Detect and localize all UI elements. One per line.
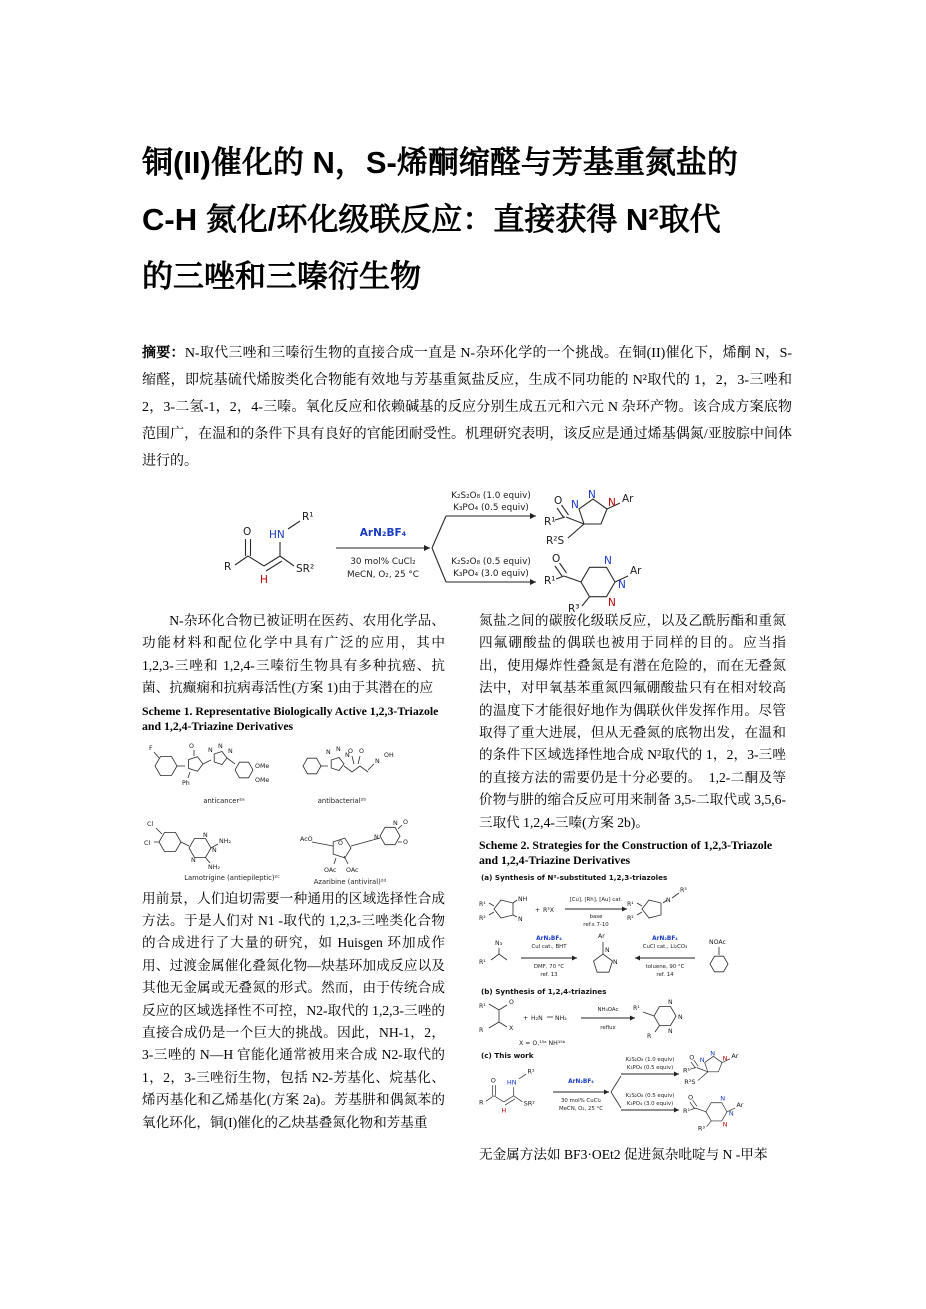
atom-label: N [668, 999, 673, 1007]
atom-label: N [375, 757, 380, 765]
substrate-structure [479, 1068, 535, 1115]
reagent-label: R³X [543, 907, 555, 915]
ring [579, 499, 607, 524]
reagent-label: 30 mol% CuCl₂ [350, 557, 416, 567]
reagent-label: [Cu], [Rh], [Au] cat. [569, 897, 623, 904]
atom-label: SR² [296, 563, 315, 575]
atom-label: F [149, 744, 153, 752]
atom-label: O [554, 495, 563, 507]
vinyl-azide-structure [479, 940, 507, 966]
reagent-label: MeCN, O₂, 25 °C [347, 570, 419, 580]
atom-label: O [509, 999, 514, 1007]
atom-label: HN [269, 529, 285, 541]
antibacterial-structure [303, 746, 394, 805]
atom-label: AcO [300, 835, 313, 843]
reagent-label: K₂S₂O₈ (1.0 equiv) [451, 491, 531, 501]
atom-label: R¹ [479, 959, 486, 967]
atom-label: SR² [523, 1099, 535, 1108]
atom-label: N [588, 489, 596, 501]
atom-label: O [552, 553, 561, 565]
reagent-label: MeCN, O₂, 25 °C [558, 1106, 604, 1113]
atom-label: N [678, 1014, 683, 1022]
structure-label: Lamotrigine (antiepileptic)²ᶜ [184, 873, 280, 882]
atom-label: Ar [731, 1052, 739, 1061]
nh-triazole-structure [479, 896, 528, 923]
abstract-text: N-取代三唑和三嗪衍生物的直接合成一直是 N-杂环化学的一个挑战。在铜(II)催化下，烯酮 N，S-缩醛，即烷基硫代烯胺类化合物能有效地与芳基重氮盐反应，生成不同功能的 N²取代的 1，2，3-三唑和 2，3-二氢-1，2，4-三嗪。氧化反应和依赖碱基的反应分别生成五元和六元 N 杂环产物。该合成方案底物范围广，在温和的条件下具有良好的官能团耐受性。机理研究表明，该反应是通过烯基偶氮/亚胺腙中间体进行的。 [142, 346, 793, 469]
atom-label: O [243, 526, 252, 538]
ring [705, 1056, 722, 1072]
scheme2-part-c-title: (c) This work [481, 1051, 534, 1061]
top-scheme-figure [218, 488, 710, 616]
atom-label: R¹ [479, 1003, 486, 1011]
reagent-label: K₃PO₄ (0.5 equiv) [453, 503, 529, 513]
dicarbonyl-structure [479, 999, 514, 1034]
reagent-label: ArN₂BF₄ [536, 936, 562, 943]
azaribine-structure [300, 819, 408, 886]
atom-label: N [618, 579, 626, 591]
bonds [489, 1004, 507, 1028]
title-line: 铜(II)催化的 N，S-烯酮缩醛与芳基重氮盐的 [142, 145, 738, 180]
atom-label: R¹ [302, 511, 314, 523]
reagent-label: DMF, 70 °C [533, 964, 565, 971]
atom-label: R³ [680, 887, 687, 895]
scheme2-figure [479, 870, 786, 1138]
reagent-label: CuCl cat., Li₂CO₃ [642, 944, 688, 951]
atom-label: OMe [255, 776, 270, 784]
atom-label: R [479, 1027, 484, 1035]
title-line: C-H 氮化/环化级联反应：直接获得 N²取代 [142, 202, 721, 237]
abstract-paragraph [142, 340, 792, 475]
ring [159, 832, 181, 851]
triazole-product-structure [544, 489, 634, 547]
reagent-label: K₃PO₄ (0.5 equiv) [626, 1065, 674, 1072]
bonds [637, 893, 679, 915]
plus-sign: + [535, 907, 541, 915]
atom-label: N [326, 748, 331, 756]
atom-label: NH₂ [555, 1015, 567, 1023]
triazole-product-structure [683, 1050, 739, 1087]
ring [331, 757, 344, 770]
atom-label: OAc [324, 866, 337, 874]
atom-label: NH [518, 896, 528, 904]
anticancer-structure [149, 743, 269, 805]
substrate-structure [224, 511, 314, 586]
atom-label: Cl [147, 820, 154, 828]
atom-label: Cl [144, 839, 151, 847]
abstract-label: 摘要： [142, 346, 185, 361]
ring [706, 1103, 727, 1121]
atom-label: OH [384, 751, 394, 759]
atom-label: N [605, 947, 610, 955]
atom-label: N [374, 833, 379, 841]
atom-label: X [509, 1025, 514, 1033]
plus-sign: + [523, 1015, 529, 1023]
atom-label: N [571, 499, 579, 511]
atom-label: O [490, 1076, 496, 1085]
right-column [479, 610, 786, 1166]
body-paragraph: N-杂环化合物已被证明在医药、农用化学品、功能材料和配位化学中具有广泛的应用，其中 1,2,3-三唑和 1,2,4-三嗪衍生物具有多种抗癌、抗菌、抗癫痫和抗病毒活性(方案 1)由于其潜在的应 [142, 613, 445, 696]
reagent-label: base [589, 914, 603, 921]
atom-label: N [722, 1054, 728, 1063]
ring [710, 956, 728, 972]
atom-label: N [608, 597, 616, 609]
reagent-label: K₃PO₄ (3.0 equiv) [626, 1101, 674, 1108]
body-paragraph: 氮盐之间的碳胺化级联反应，以及乙酰肟酯和重氮四氟硼酸盐的偶联也被用于同样的目的。应当指出，使用爆炸性叠氮是有潜在危险的，而在无叠氮法中，对甲氧基苯重氮四氟硼酸盐只有在相对较高的温度下才能很好地作为偶联伙伴发挥作用。尽管取得了重大进展，但从无叠氮的底物出发，在温和的条件下区域选择性地合成 N²取代的 1，2，3-三唑的直接方法的需要仍是十分必要的。 1,2-二酮及等价物与肼的缩合反应可用来制备 3,5-二取代或 3,5,6-三取代 1,2,4-三嗪(方案 2b)。 [479, 613, 786, 830]
scheme2-caption: Scheme 2. Strategies for the Construction of 1,2,3-Triazole and 1,2,4-Triazine Derivatives [479, 838, 773, 868]
reagent-label: K₂S₂O₈ (1.0 equiv) [625, 1057, 675, 1064]
atom-label: OMe [255, 762, 270, 770]
atom-label: O [338, 839, 343, 847]
atom-label: NOAc [709, 939, 726, 947]
structure-label: antibacterial²ᵇ [317, 796, 367, 805]
atom-label: N [228, 747, 233, 755]
scheme2-part-a-title: (a) Synthesis of N²-substituted 1,2,3-triazoles [481, 873, 668, 883]
atom-label: N [208, 746, 213, 754]
atom-label: H [501, 1106, 507, 1115]
atom-label: N [191, 856, 196, 864]
reagent-label: 30 mol% CuCl₂ [560, 1098, 602, 1105]
hydrazine-structure [531, 1015, 567, 1022]
atom-label: N [720, 1094, 726, 1103]
atom-label: N [666, 897, 671, 905]
atom-label: H₂N [531, 1015, 543, 1023]
scheme2-part-b-title: (b) Synthesis of 1,2,4-triazines [481, 987, 607, 997]
atom-label: N [710, 1049, 716, 1058]
atom-label: R [647, 1033, 652, 1041]
bonds [491, 948, 507, 960]
n-substituted-triazole-structure [627, 887, 687, 922]
paper-title [142, 134, 818, 305]
triazine-product-structure [633, 999, 683, 1040]
atom-label: R¹ [527, 1067, 535, 1076]
atom-label: R¹ [683, 1107, 691, 1116]
atom-label: N [212, 846, 217, 854]
structure-label: Azaribine (antiviral)²ᵈ [313, 877, 387, 886]
atom-label: O [348, 747, 353, 755]
reagent-label: ref. 13 [540, 972, 558, 979]
atom-label: N [518, 916, 523, 924]
branch-lines [432, 516, 446, 582]
ring [155, 756, 177, 775]
reagent-label: reflux [600, 1025, 616, 1032]
ketoxime-acetate-structure [709, 939, 728, 972]
ring [494, 900, 513, 918]
atom-label: O [403, 818, 408, 826]
atom-label: N [203, 831, 208, 839]
atom-label: R³ [697, 1124, 706, 1133]
atom-label: N [722, 1120, 728, 1129]
bonds [154, 828, 218, 863]
atom-label: Ar [736, 1100, 744, 1109]
atom-label: R²S [546, 535, 565, 547]
atom-label: R [224, 561, 232, 573]
atom-label: N₃ [495, 940, 503, 948]
graphical-abstract-scheme [218, 486, 710, 614]
left-column [142, 610, 445, 1134]
atom-label: N [608, 497, 616, 509]
atom-label: N [728, 1109, 734, 1118]
atom-label: OAc [346, 866, 359, 874]
atom-label: R¹ [627, 901, 634, 909]
atom-label: R² [627, 915, 634, 923]
title-line: 的三唑和三嗪衍生物 [142, 259, 421, 294]
atom-label: NH₂ [219, 837, 231, 845]
reagent-label: ArN₂BF₄ [359, 527, 407, 539]
structure-label: anticancer²ᵃ [203, 796, 245, 805]
scheme1-figure [142, 736, 445, 886]
atom-label: O [189, 742, 194, 750]
atom-label: R¹ [544, 516, 556, 528]
atom-label: N [613, 959, 618, 967]
body-paragraph: 用前景，人们迫切需要一种通用的区域选择性合成方法。于是人们对 N1 -取代的 1,2,3-三唑类化合物的合成进行了大量的研究，如 Huisgen 环加成作用、过渡金属催化叠氮化物—炔基环加成反应以及其他无金属或无叠氮的形式。然而，由于传统合成反应的区域选择性不可控，N2-取代的 1,2,3-三唑的直接合成仍是一个巨大的挑战。因此，NH-1，2，3-三唑的 N—H 官能化通常被用来合成 N2-取代的 1，2，3-三唑衍生物，包括 N2-芳基化、烷基化、烯丙基化和乙烯基化(方案 2a)。芳基肼和偶氮苯的氧化环化，铜(I)催化的乙炔基叠氮化物和芳基重 [142, 890, 445, 1130]
atom-label: N [345, 751, 350, 759]
scheme1-caption: Scheme 1. Representative Biologically Active 1,2,3-Triazole and 1,2,4-Triazine Derivatives [142, 703, 439, 733]
atom-label: H [260, 574, 268, 586]
atom-label: N [668, 1028, 673, 1036]
reagent-label: ArN₂BF₄ [568, 1079, 594, 1086]
atom-label: O [689, 1053, 695, 1062]
reagent-label: K₂S₂O₈ (0.5 equiv) [451, 557, 531, 567]
ring [642, 900, 661, 918]
atom-label: R²S [684, 1078, 696, 1087]
reagent-label: K₃PO₄ (3.0 equiv) [453, 569, 529, 579]
atom-label: R [479, 1098, 484, 1107]
ring [189, 838, 211, 857]
atom-label: Ar [622, 493, 634, 505]
ring [581, 567, 615, 596]
atom-label: N [393, 819, 398, 827]
note-label: X = O,¹⁵ᵃ NH¹⁵ᵇ [519, 1040, 566, 1048]
ring [654, 1007, 676, 1026]
body-paragraph: 无金属方法如 BF3·OEt2 促进氮杂吡啶与 N -甲苯 [479, 1147, 768, 1163]
reagent-label: NH₄OAc [597, 1007, 619, 1014]
atom-label: Ph [182, 779, 190, 787]
atom-label: O [359, 747, 364, 755]
branch-lines [611, 1076, 621, 1108]
atom-label: R¹ [683, 1066, 691, 1075]
atom-label: HN [506, 1078, 517, 1087]
atom-label: R¹ [479, 901, 486, 909]
ring [214, 751, 227, 764]
atom-label: R¹ [544, 575, 556, 587]
triazine-product-structure [683, 1094, 744, 1133]
ring [303, 758, 321, 774]
ring [594, 954, 613, 972]
atom-label: O [687, 1093, 694, 1102]
reagent-label: ref.s 7-10 [583, 922, 609, 929]
atom-label: O [403, 838, 408, 846]
atom-label: Ar [598, 933, 605, 941]
reagent-label: ref. 14 [656, 972, 674, 979]
n2-aryl-triazole-structure [594, 933, 619, 972]
reagent-label: CuI cat., BHT [531, 944, 567, 951]
reagent-label: K₂S₂O₈ (0.5 equiv) [625, 1093, 675, 1100]
atom-label: R¹ [633, 1005, 640, 1013]
reagent-label: ArN₂BF₄ [652, 936, 678, 943]
lamotrigine-structure [144, 821, 280, 882]
atom-label: N [604, 555, 612, 567]
triazine-product-structure [544, 553, 642, 615]
ring [380, 827, 400, 844]
reagent-label: toluene, 90 °C [645, 964, 685, 971]
ring [235, 762, 253, 778]
atom-label: R² [479, 915, 486, 923]
atom-label: N [218, 742, 223, 750]
atom-label: N [699, 1055, 705, 1064]
atom-label: R³ [568, 603, 580, 615]
atom-label: Ar [630, 565, 642, 577]
atom-label: N [336, 745, 341, 753]
ring [189, 756, 203, 771]
atom-label: NH₂ [208, 863, 220, 871]
